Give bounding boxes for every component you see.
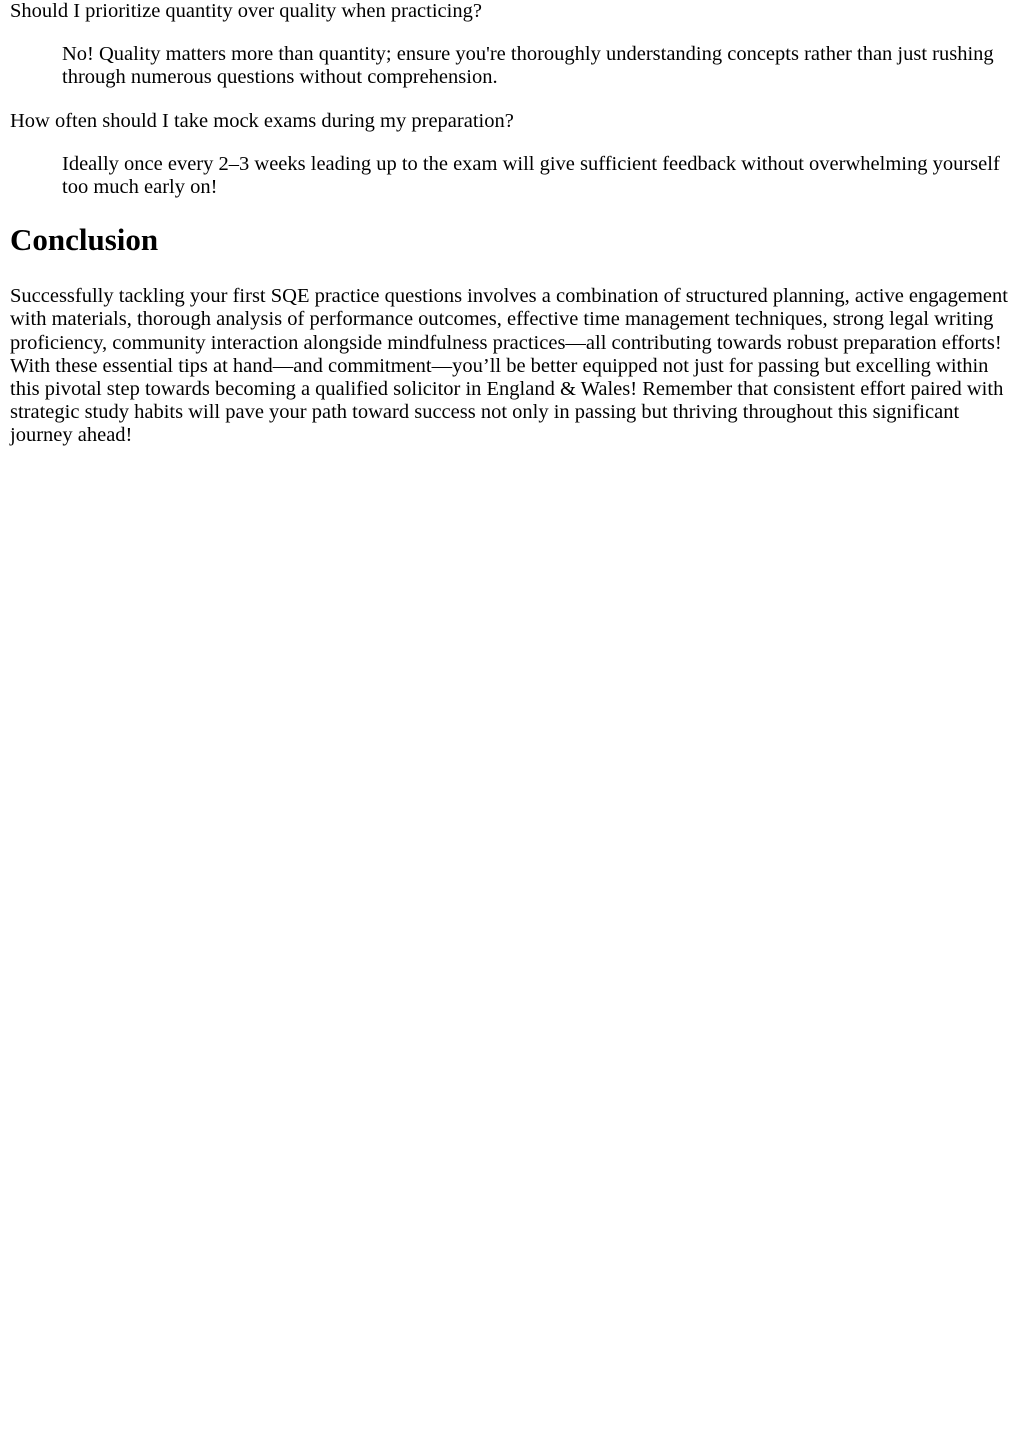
faq-item xyxy=(10,0,1014,90)
faq-answer: Ideally once every 2–3 weeks leading up to the exam will give sufficient feedback without overwhelming yourself too much early on! xyxy=(62,152,1000,199)
conclusion-heading: Conclusion xyxy=(10,222,159,258)
faq-question: Should I prioritize quantity over quality when practicing? xyxy=(10,0,482,22)
article-page xyxy=(0,0,1024,448)
faq-question: How often should I take mock exams during my preparation? xyxy=(10,109,514,132)
faq-list xyxy=(10,0,1014,199)
faq-item xyxy=(10,110,1014,200)
conclusion-paragraph: Successfully tackling your first SQE practice questions involves a combination of structured planning, active engagement with materials, thorough analysis of performance outcomes, effective time management techniques, strong legal writing proficiency, community interaction alongside mindfulness practices—all contributing towards robust preparation efforts! With these essential tips at hand—and commitment—you’ll be better equipped not just for passing but excelling within this pivotal step towards becoming a qualified solicitor in England & Wales! Remember that consistent effort paired with strategic study habits will pave your path toward success not only in passing but thriving throughout this significant journey ahead! xyxy=(10,285,1008,447)
faq-answer: No! Quality matters more than quantity; ensure you're thoroughly understanding concepts rather than just rushing through numerous questions without comprehension. xyxy=(62,43,994,89)
